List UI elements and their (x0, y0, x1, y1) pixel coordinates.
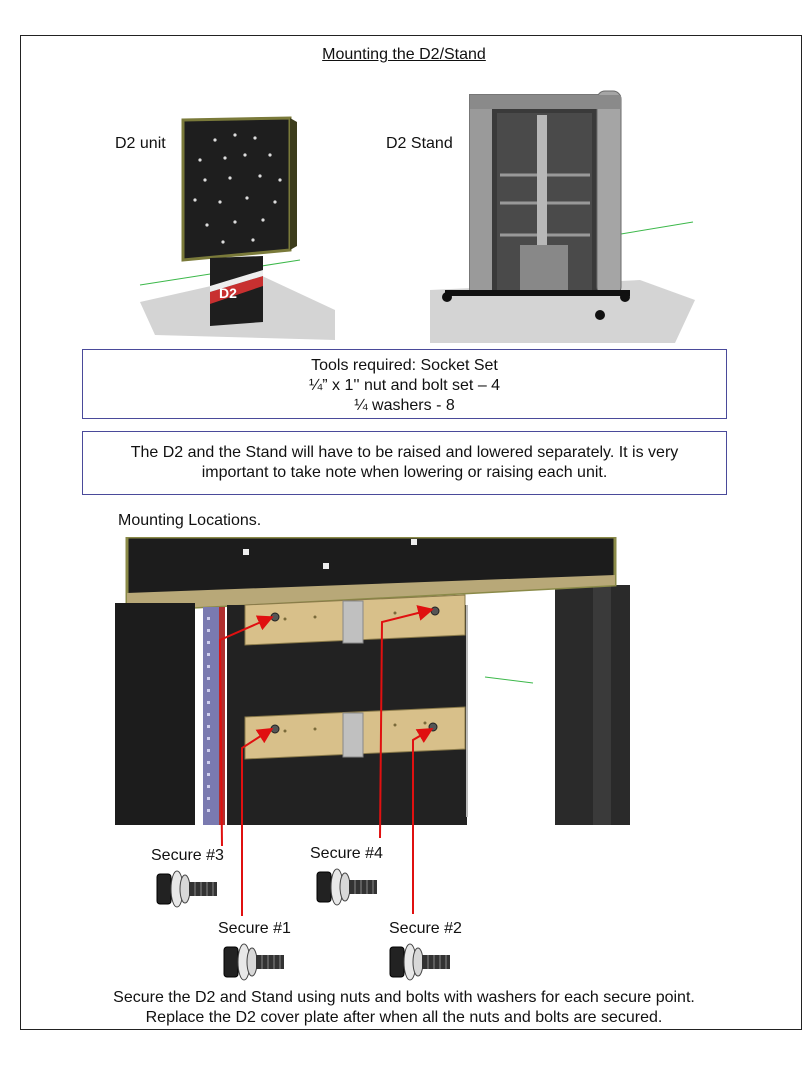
footer-line-2: Replace the D2 cover plate after when all the nuts and bolts are secured. (145, 1009, 663, 1026)
d2-logo: D2 (219, 285, 237, 301)
note-line-2: important to take note when lowering or raising each unit. (201, 464, 608, 481)
bolt-icon (388, 939, 458, 987)
mounting-locations-heading: Mounting Locations. (118, 512, 262, 529)
secure-4-label: Secure #4 (310, 845, 383, 862)
d2-unit-label: D2 unit (115, 135, 166, 152)
secure-3-label: Secure #3 (151, 847, 224, 864)
bolt-icon (222, 939, 292, 987)
bolt-icon (315, 864, 385, 912)
footer-instructions (0, 988, 808, 1028)
page-title: Mounting the D2/Stand (322, 46, 486, 63)
bolt-icon (155, 866, 225, 914)
note-line-1: The D2 and the Stand will have to be raised and lowered separately. It is very (130, 444, 679, 461)
secure-1-label: Secure #1 (218, 920, 291, 937)
d2-stand-label: D2 Stand (386, 135, 453, 152)
tools-line-2: ¼” x 1'' nut and bolt set – 4 (308, 377, 501, 394)
footer-line-1: Secure the D2 and Stand using nuts and bolts with washers for each secure point. (113, 989, 695, 1006)
secure-2-label: Secure #2 (389, 920, 462, 937)
tools-line-3: ¼ washers - 8 (354, 397, 455, 414)
tools-line-1: Tools required: Socket Set (311, 357, 498, 374)
